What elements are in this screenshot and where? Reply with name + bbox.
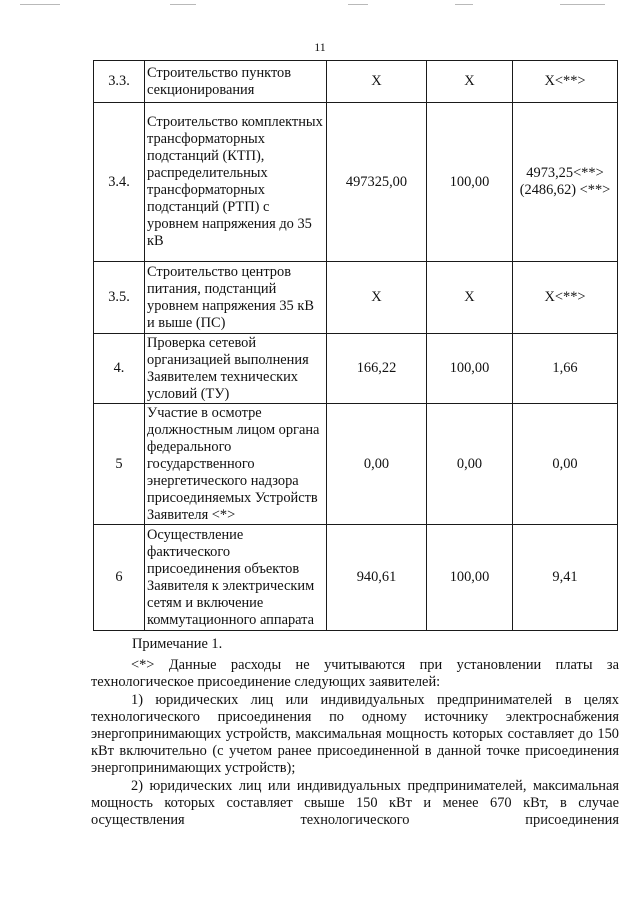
row-percent: Х (427, 262, 513, 334)
row-value: 497325,00 (327, 103, 427, 262)
page-number: 11 (314, 40, 326, 54)
row-result: Х<**> (513, 61, 618, 103)
row-percent: 0,00 (427, 404, 513, 525)
row-value: 166,22 (327, 334, 427, 404)
row-value: 940,61 (327, 525, 427, 631)
row-description: Строительство центров питания, подстанций уровнем напряжения 35 кВ и выше (ПС) (145, 262, 327, 334)
row-description: Строительство пунктов секционирования (145, 61, 327, 103)
row-value: Х (327, 61, 427, 103)
row-result-main: 4973,25<**> (526, 165, 604, 181)
scan-artifact (20, 4, 60, 5)
row-number: 3.5. (94, 262, 145, 334)
row-number: 6 (94, 525, 145, 631)
note-paragraph: <*> Данные расходы не учитываются при установлении платы за технологическое присоединение следующих заявителей: (91, 657, 619, 691)
row-number: 3.4. (94, 103, 145, 262)
row-result-extra: (2486,62) <**> (519, 182, 611, 198)
row-percent: 100,00 (427, 525, 513, 631)
row-result: 1,66 (513, 334, 618, 404)
row-description: Участие в осмотре должностным лицом органа федерального государственного энергетического надзора присоединяемых Устройств Заявителя <*> (145, 404, 327, 525)
table-row (94, 334, 618, 404)
note-paragraph: 2) юридических лиц или индивидуальных предпринимателей, максимальная мощность которых составляет свыше 150 кВт и менее 670 кВт, в случае осуществления технологического присоединения (91, 777, 619, 829)
row-result: Х<**> (513, 262, 618, 334)
row-percent: Х (427, 61, 513, 103)
row-result: 0,00 (513, 404, 618, 525)
row-description: Строительство комплектных трансформаторных подстанций (КТП), распределительных трансформаторных подстанций (РТП) с уровнем напряжения до 35 кВ (145, 103, 327, 262)
row-percent: 100,00 (427, 103, 513, 262)
table-row (94, 262, 618, 334)
row-number: 3.3. (94, 61, 145, 103)
row-percent: 100,00 (427, 334, 513, 404)
table-row (94, 103, 618, 262)
scan-artifact (348, 4, 368, 5)
row-number: 5 (94, 404, 145, 525)
row-result: 9,41 (513, 525, 618, 631)
row-description: Проверка сетевой организацией выполнения Заявителем технических условий (ТУ) (145, 334, 327, 404)
table-row (94, 404, 618, 525)
row-value: 0,00 (327, 404, 427, 525)
row-result (513, 103, 618, 262)
row-number: 4. (94, 334, 145, 404)
scan-artifact (455, 4, 473, 5)
scan-artifact (560, 4, 605, 5)
note-section (91, 636, 619, 829)
table-row (94, 61, 618, 103)
scan-artifact (170, 4, 196, 5)
note-paragraph: 1) юридических лиц или индивидуальных предпринимателей в целях технологического присоединения по одному источнику электроснабжения энергопринимающих устройств, максимальная мощность которых составляет до 150 кВт включительно (с учетом ранее присоединенной в данной точке присоединения энергопринимающих устройств); (91, 691, 619, 777)
note-title: Примечание 1. (132, 636, 223, 652)
tariff-table (93, 60, 618, 631)
row-value: Х (327, 262, 427, 334)
row-description: Осуществление фактического присоединения объектов Заявителя к электрическим сетям и включение коммутационного аппарата (145, 525, 327, 631)
table-row (94, 525, 618, 631)
